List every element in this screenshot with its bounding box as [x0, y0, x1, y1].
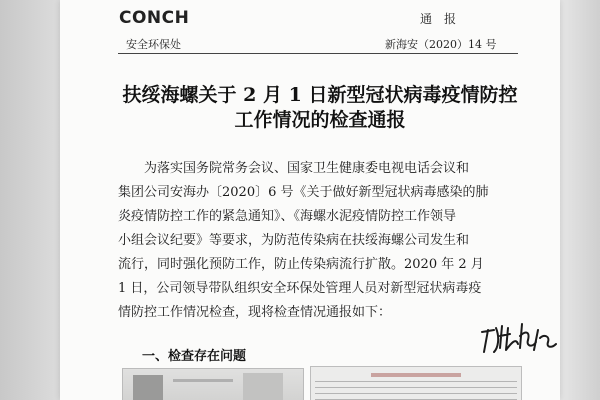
- body-line: 集团公司安海办〔2020〕6 号《关于做好新型冠状病毒感染的肺: [118, 185, 489, 200]
- inspection-photo-left: [122, 368, 304, 400]
- photo-region: [173, 379, 233, 382]
- body-line: 情防控工作情况检查，现将检查情况通报如下：: [118, 305, 392, 320]
- left-margin-shadow: [0, 0, 60, 400]
- body-line: 炎疫情防控工作的紧急通知》、《海螺水泥疫情防控工作领导: [118, 209, 457, 224]
- department-label: 安全环保处: [126, 38, 181, 51]
- handwritten-signature: [478, 318, 558, 356]
- photo-table-line: [315, 387, 517, 388]
- document-type-label: 通报: [420, 12, 469, 26]
- document-number: 新海安（2020）14 号: [385, 38, 497, 51]
- company-logo: CONCH: [119, 8, 190, 28]
- title-line-2: 工作情况的检查通报: [234, 109, 406, 131]
- photo-table-line: [315, 381, 517, 382]
- inspection-photo-right: [310, 366, 522, 400]
- photo-table-line: [315, 393, 517, 394]
- body-paragraph: [118, 157, 528, 325]
- body-line: 1 日，公司领导带队组织安全环保处管理人员对新型冠状病毒疫: [118, 281, 482, 296]
- photo-region: [243, 373, 283, 400]
- photo-region: [133, 375, 163, 400]
- section-heading: 一、检查存在问题: [142, 349, 247, 364]
- title-line-1: 扶绥海螺关于 2 月 1 日新型冠状病毒疫情防控: [122, 84, 518, 106]
- body-line: 流行，同时强化预防工作，防止传染病流行扩散。2020 年 2 月: [118, 257, 484, 272]
- document-page: [60, 0, 560, 400]
- document-title: [90, 83, 550, 133]
- body-line: 小组会议纪要》等要求，为防范传染病在扶绥海螺公司发生和: [118, 233, 470, 248]
- photo-header-strip: [371, 373, 461, 377]
- header-divider: [118, 53, 518, 54]
- body-line: 为落实国务院常务会议、国家卫生健康委电视电话会议和: [144, 161, 470, 176]
